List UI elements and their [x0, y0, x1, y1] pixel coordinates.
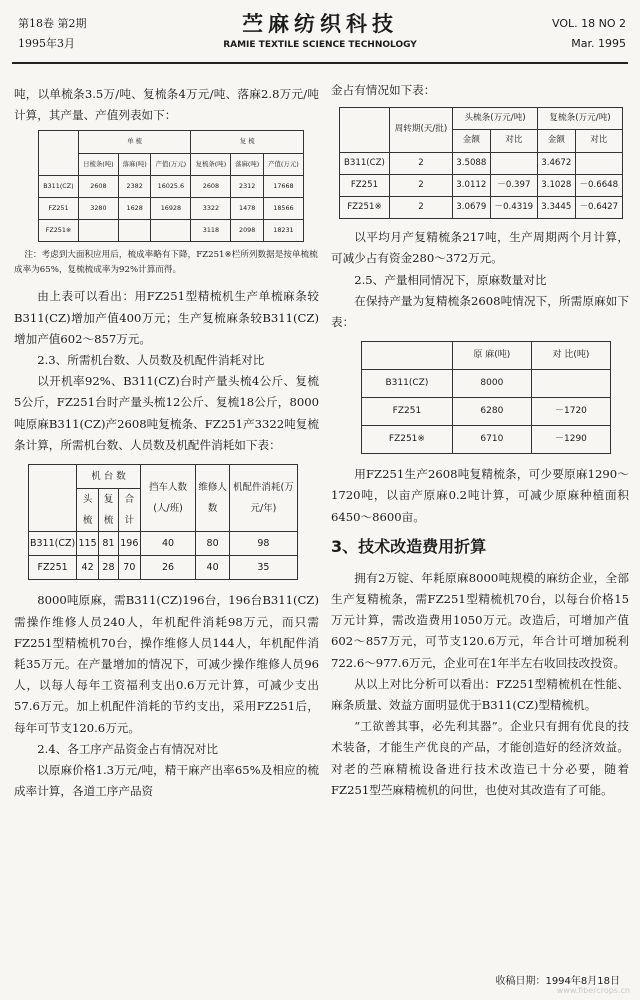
left-column — [14, 84, 319, 802]
column-header: 复梳 — [98, 489, 118, 532]
journal-header — [0, 0, 640, 62]
column-header: 复梳条(吨) — [191, 153, 231, 175]
column-header: 挡车人数(人/班) — [140, 465, 196, 532]
journal-title: 苎麻纺织科技 — [242, 11, 398, 36]
table-note: 注：考虑到大面积应用后，梳成率略有下降，FZ251※栏所列数据是按单梳梳成率为65%，复梳梳成率为92%计算而得。 — [14, 250, 318, 276]
paragraph: 以平均月产复精梳条217吨，生产周期两个月计算，可减少占有资金280～372万元。 — [331, 230, 629, 266]
column-header: 头梳 — [77, 489, 99, 532]
group-header: 机 台 数 — [77, 465, 140, 489]
issue-date: 1995年3月 — [18, 37, 75, 50]
paragraph: 以开机率92%、B311(CZ)台时产量头梳4公斤、复梳5公斤，FZ251台时产量头梳12公斤、复梳18公斤，8000吨原麻B311(CZ)产2608吨复梳条、FZ251产3322吨复梳条计算，所需机台数、人员数及机配件消耗如下表： — [14, 374, 319, 452]
table-row: FZ251 2 3.0112 －0.397 3.1028 －0.6648 — [340, 174, 623, 196]
column-header: 产值(万元) — [151, 153, 191, 175]
capital-table — [339, 107, 623, 219]
raw-ramie-table — [361, 341, 611, 454]
volume-issue-en: VOL. 18 NO 2 — [552, 17, 626, 30]
volume-issue: 第18卷 第2期 — [18, 17, 87, 30]
header-right — [552, 14, 626, 54]
paragraph: 用FZ251生产2608吨复精梳条，可少要原麻1290～1720吨，以亩产原麻0.2吨计算，可减少原麻种植面积6450～8600亩。 — [331, 467, 629, 524]
column-header: 维修人数 — [196, 465, 229, 532]
subsection-heading: 2.3、所需机台数、人员数及机配件消耗对比 — [37, 353, 265, 368]
issue-date-en: Mar. 1995 — [571, 37, 626, 50]
received-date: 收稿日期：1994年8月18日 — [495, 976, 620, 987]
group-header: 单 梳 — [78, 131, 191, 153]
paragraph: 金占有情况如下表： — [331, 83, 436, 97]
right-column — [331, 80, 629, 801]
table-row: FZ251※ 2 3.0679 －0.4319 3.3445 －0.6427 — [340, 197, 623, 219]
table-corner — [39, 131, 79, 175]
paragraph: 从以上对比分析可以看出：FZ251型精梳机在性能、麻条质量、效益方面明显优于B311(CZ)型精梳机。 — [331, 676, 629, 713]
column-header: 金额 — [538, 130, 576, 152]
header-left — [18, 14, 87, 54]
table-corner — [362, 342, 453, 370]
table-row: FZ251 3280 1628 16928 3322 1478 18566 — [39, 198, 304, 220]
subsection-heading: 2.4、各工序产品资金占有情况对比 — [37, 741, 218, 756]
group-header: 复 梳 — [191, 131, 304, 153]
column-header: 金额 — [453, 130, 491, 152]
group-header: 复梳条(万元/吨) — [538, 108, 623, 130]
column-header: 合计 — [118, 489, 140, 532]
column-header: 落麻(吨) — [118, 153, 150, 175]
paragraph: “工欲善其事，必先利其器”。企业只有拥有优良的技术装备，才能生产优良的产品，才能创造好的经济效益。对老的苎麻精梳设备进行技术改造已十分必要，随着FZ251型苎麻精梳机的问世，也使对其改造有了可能。 — [331, 719, 629, 797]
column-header: 日梳条(吨) — [78, 153, 118, 175]
table-corner — [340, 108, 390, 152]
table-row: FZ251 42 28 70 26 40 35 — [29, 556, 298, 580]
column-header: 周转期(天/批) — [389, 108, 452, 152]
column-header: 对比 — [575, 130, 622, 152]
section-heading: 3、技术改造费用折算 — [331, 536, 487, 556]
paragraph: 吨，以单梳条3.5万/吨、复梳条4万元/吨、落麻2.8万元/吨计算，其产量、产值列表如下： — [14, 87, 319, 123]
table-row: FZ251※ 6710 －1290 — [362, 426, 611, 454]
paragraph: 由上表可以看出：用FZ251型精梳机生产单梳麻条较B311(CZ)增加产值400万元；生产复梳麻条较B311(CZ)增加产值602～857万元。 — [14, 289, 319, 346]
subsection-heading: 2.5、产量相同情况下，原麻数量对比 — [354, 272, 547, 287]
table-row: B311(CZ) 115 81 196 40 80 98 — [29, 532, 298, 556]
table-row: FZ251 6280 －1720 — [362, 398, 611, 426]
table-row: B311(CZ) 2 3.5088 3.4672 — [340, 152, 623, 174]
column-header: 对 比(吨) — [531, 342, 610, 370]
paragraph: 以原麻价格1.3万元/吨，精干麻产出率65%及相应的梳成率计算，各道工序产品资 — [14, 763, 319, 799]
column-header: 原 麻(吨) — [452, 342, 531, 370]
output-value-table — [38, 130, 304, 242]
paragraph: 拥有2万锭、年耗原麻8000吨规模的麻纺企业，全部生产复精梳条，需FZ251型精梳机70台，以每台价格15万元计算，需改造费用1050万元。改造后，可增加产值602～857万元，可节支120.6万元，年合计可增加税利722.6～977.6万元，企业可在1年半左右收回技改投资。 — [331, 570, 629, 670]
paragraph: 在保持产量为复精梳条2608吨情况下，所需原麻如下表： — [331, 293, 629, 330]
table-row: FZ251※ 3118 2098 18231 — [39, 220, 304, 242]
table-row: B311(CZ) 8000 — [362, 370, 611, 398]
column-header: 产值(万元) — [263, 153, 303, 175]
header-rule — [12, 62, 628, 64]
table-row: B311(CZ) 2608 2382 16025.6 2608 2312 17668 — [39, 175, 304, 197]
watermark: www.fibercrops.cn — [556, 986, 630, 995]
machine-staff-table — [28, 464, 298, 580]
paragraph: 8000吨原麻，需B311(CZ)196台，196台B311(CZ)需操作维修人员240人，年机配件消耗98万元，而只需FZ251型精梳机70台，操作维修人员144人，年机配件消耗35万元。在产量增加的情况下，可减少操作维修人员96人，以每人每年工资福利支出0.6万元计算，可减少支出57.6万元。加上机配件消耗的节约支出，采用FZ251后，每年可节支120.6万元。 — [14, 593, 319, 735]
table-corner — [29, 465, 77, 532]
journal-title-en: RAMIE TEXTILE SCIENCE TECHNOLOGY — [223, 40, 417, 50]
column-header: 落麻(吨) — [231, 153, 263, 175]
column-header: 机配件消耗(万元/年) — [229, 465, 297, 532]
header-center — [200, 8, 440, 50]
group-header: 头梳条(万元/吨) — [453, 108, 538, 130]
column-header: 对比 — [490, 130, 537, 152]
